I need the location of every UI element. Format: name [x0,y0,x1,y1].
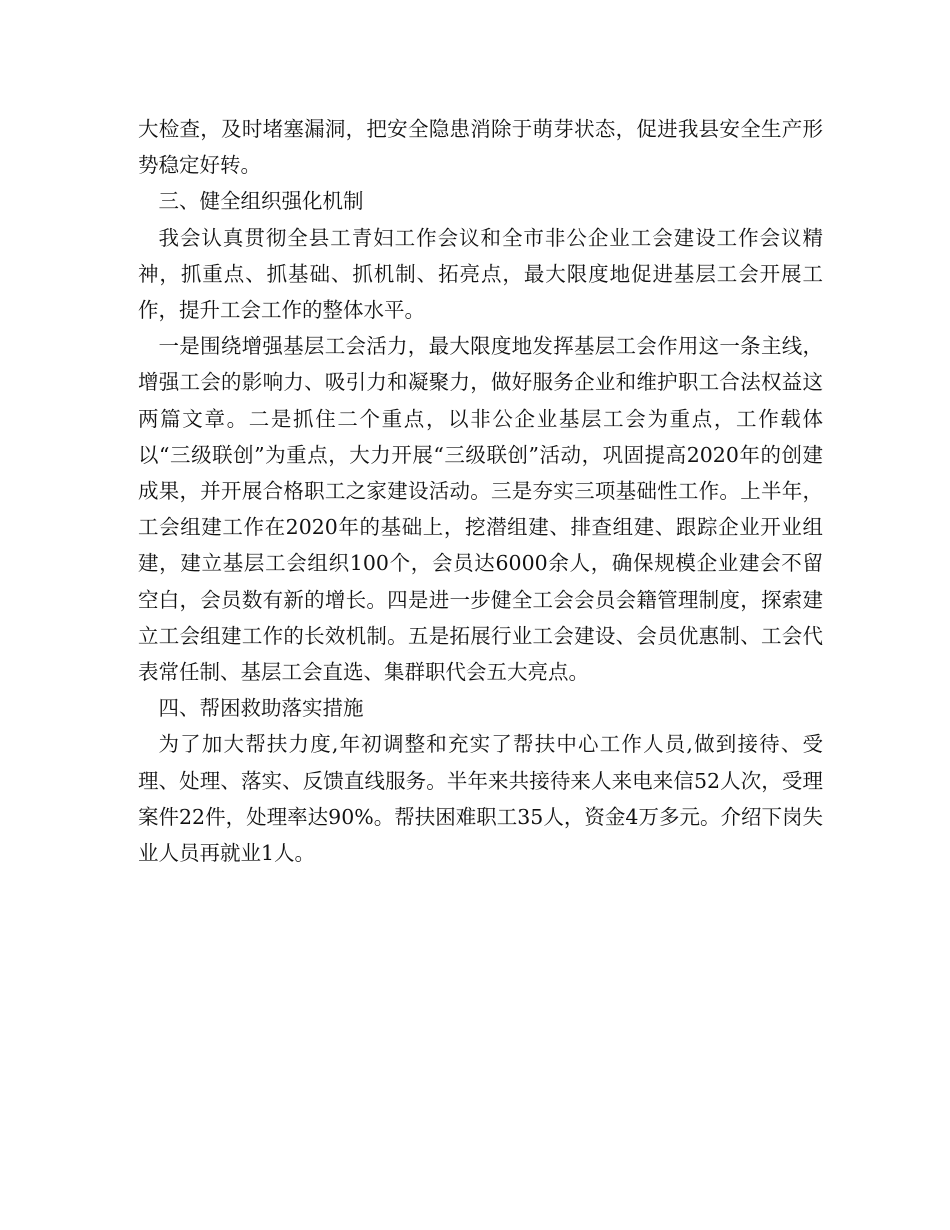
paragraph-continuation: 大检查，及时堵塞漏洞，把安全隐患消除于萌芽状态，促进我县安全生产形势稳定好转。 [138,117,823,178]
section-heading-4: 四、帮困救助落实措施 [158,696,364,721]
paragraph-section-3-details: 一是围绕增强基层工会活力，最大限度地发挥基层工会作用这一条主线，增强工会的影响力、吸引力和凝聚力，做好服务企业和维护职工合法权益这两篇文章。二是抓住二个重点，以非公企业基层工会为重点，工作载体以“三级联创”为重点，大力开展“三级联创”活动，巩固提高2020年的创建成果，并开展合格职工之家建设活动。三是夯实三项基础性工作。上半年，工会组建工作在2020年的基础上，挖潜组建、排查组建、跟踪企业开业组建，建立基层工会组织100个，会员达6000余人，确保规模企业建会不留空白，会员数有新的增长。四是进一步健全工会会员会籍管理制度，探索建立工会组建工作的长效机制。五是拓展行业工会建设、会员优惠制、工会代表常任制、基层工会直选、集群职代会五大亮点。 [138,334,823,685]
paragraph-section-3-intro: 我会认真贯彻全县工青妇工作会议和全市非公企业工会建设工作会议精神，抓重点、抓基础、抓机制、拓亮点，最大限度地促进基层工会开展工作，提升工会工作的整体水平。 [138,225,823,323]
section-heading-3: 三、健全组织强化机制 [158,189,364,214]
document-body [138,111,823,871]
paragraph-section-4-details: 为了加大帮扶力度,年初调整和充实了帮扶中心工作人员,做到接待、受理、处理、落实、反馈直线服务。半年来共接待来人来电来信52人次，受理案件22件，处理率达90%。帮扶困难职工35人，资金4万多元。介绍下岗失业人员再就业1人。 [138,732,823,866]
